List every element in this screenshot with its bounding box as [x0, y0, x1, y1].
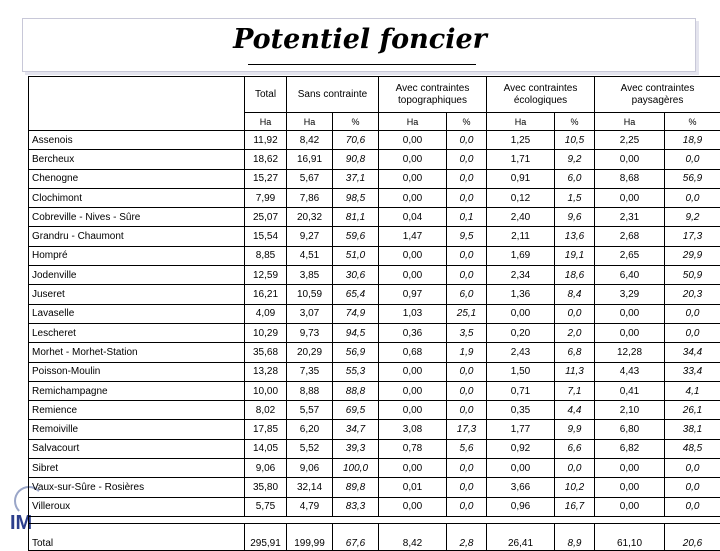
table-row — [29, 169, 720, 188]
table-row — [29, 343, 720, 362]
value-cell: 74,9 — [333, 304, 379, 323]
value-cell: 12,28 — [595, 343, 665, 362]
value-cell: 1,77 — [487, 420, 555, 439]
value-cell: 5,57 — [287, 401, 333, 420]
value-cell: 81,1 — [333, 208, 379, 227]
value-cell: 0,00 — [595, 188, 665, 207]
value-cell: 61,10 — [595, 523, 665, 550]
value-cell: 0,00 — [379, 266, 447, 285]
value-cell: 6,40 — [595, 266, 665, 285]
value-cell: 0,20 — [487, 323, 555, 342]
commune-name: Sibret — [29, 459, 245, 478]
commune-name: Lescheret — [29, 323, 245, 342]
value-cell: 2,10 — [595, 401, 665, 420]
value-cell: 0,96 — [487, 497, 555, 516]
value-cell: 9,27 — [287, 227, 333, 246]
value-cell: 20,6 — [665, 523, 720, 550]
value-cell: 0,00 — [595, 323, 665, 342]
value-cell: 13,6 — [555, 227, 595, 246]
value-cell: 0,0 — [447, 188, 487, 207]
value-cell: 34,7 — [333, 420, 379, 439]
value-cell: 89,8 — [333, 478, 379, 497]
value-cell: 4,51 — [287, 246, 333, 265]
value-cell: 6,0 — [447, 285, 487, 304]
value-cell: 94,5 — [333, 323, 379, 342]
commune-name: Cobreville - Nives - Sûre — [29, 208, 245, 227]
value-cell: 0,0 — [447, 362, 487, 381]
value-cell: 50,9 — [665, 266, 720, 285]
value-cell: 90,8 — [333, 150, 379, 169]
value-cell: 6,0 — [555, 169, 595, 188]
unit-cell: % — [665, 113, 720, 131]
commune-name: Hompré — [29, 246, 245, 265]
value-cell: 7,35 — [287, 362, 333, 381]
value-cell: 6,6 — [555, 439, 595, 458]
value-cell: 25,1 — [447, 304, 487, 323]
value-cell: 9,73 — [287, 323, 333, 342]
value-cell: 0,0 — [447, 478, 487, 497]
value-cell: 18,9 — [665, 131, 720, 150]
value-cell: 0,78 — [379, 439, 447, 458]
header-ecologiques: Avec contraintes écologiques — [487, 77, 595, 113]
value-cell: 3,08 — [379, 420, 447, 439]
value-cell: 37,1 — [333, 169, 379, 188]
value-cell: 0,0 — [665, 323, 720, 342]
value-cell: 10,5 — [555, 131, 595, 150]
value-cell: 0,01 — [379, 478, 447, 497]
value-cell: 18,6 — [555, 266, 595, 285]
value-cell: 295,91 — [245, 523, 287, 550]
value-cell: 38,1 — [665, 420, 720, 439]
value-cell: 0,00 — [379, 362, 447, 381]
value-cell: 8,42 — [287, 131, 333, 150]
total-row — [29, 523, 720, 550]
value-cell: 0,91 — [487, 169, 555, 188]
table-row — [29, 439, 720, 458]
value-cell: 0,0 — [555, 459, 595, 478]
value-cell: 3,85 — [287, 266, 333, 285]
value-cell: 9,9 — [555, 420, 595, 439]
commune-name: Poisson-Moulin — [29, 362, 245, 381]
value-cell: 0,04 — [379, 208, 447, 227]
value-cell: 0,0 — [665, 478, 720, 497]
unit-cell: % — [555, 113, 595, 131]
value-cell: 1,5 — [555, 188, 595, 207]
value-cell: 29,9 — [665, 246, 720, 265]
value-cell: 8,9 — [555, 523, 595, 550]
value-cell: 0,41 — [595, 381, 665, 400]
value-cell: 16,7 — [555, 497, 595, 516]
value-cell: 0,0 — [665, 304, 720, 323]
value-cell: 33,4 — [665, 362, 720, 381]
value-cell: 0,00 — [379, 459, 447, 478]
table-row — [29, 304, 720, 323]
table-row — [29, 381, 720, 400]
value-cell: 20,32 — [287, 208, 333, 227]
value-cell: 1,9 — [447, 343, 487, 362]
value-cell: 10,2 — [555, 478, 595, 497]
value-cell: 0,00 — [487, 304, 555, 323]
value-cell: 0,0 — [447, 246, 487, 265]
value-cell: 35,80 — [245, 478, 287, 497]
value-cell: 11,92 — [245, 131, 287, 150]
value-cell: 0,00 — [487, 459, 555, 478]
value-cell: 100,0 — [333, 459, 379, 478]
value-cell: 7,86 — [287, 188, 333, 207]
value-cell: 19,1 — [555, 246, 595, 265]
value-cell: 0,00 — [379, 188, 447, 207]
value-cell: 1,25 — [487, 131, 555, 150]
value-cell: 17,85 — [245, 420, 287, 439]
name-column-header — [29, 77, 245, 131]
commune-name: Vaux-sur-Sûre - Rosières — [29, 478, 245, 497]
value-cell: 70,6 — [333, 131, 379, 150]
value-cell: 1,50 — [487, 362, 555, 381]
value-cell: 25,07 — [245, 208, 287, 227]
commune-name: Juseret — [29, 285, 245, 304]
land-potential-table — [28, 76, 720, 551]
commune-name: Morhet - Morhet-Station — [29, 343, 245, 362]
value-cell: 32,14 — [287, 478, 333, 497]
value-cell: 1,03 — [379, 304, 447, 323]
value-cell: 0,0 — [447, 497, 487, 516]
value-cell: 0,00 — [595, 478, 665, 497]
value-cell: 4,09 — [245, 304, 287, 323]
unit-cell: Ha — [595, 113, 665, 131]
value-cell: 83,3 — [333, 497, 379, 516]
value-cell: 4,43 — [595, 362, 665, 381]
value-cell: 0,0 — [447, 401, 487, 420]
table-body — [29, 131, 720, 551]
value-cell: 8,02 — [245, 401, 287, 420]
spacer-row — [29, 516, 720, 523]
table-row — [29, 323, 720, 342]
commune-name: Villeroux — [29, 497, 245, 516]
value-cell: 0,0 — [665, 459, 720, 478]
value-cell: 8,88 — [287, 381, 333, 400]
table-row — [29, 478, 720, 497]
value-cell: 9,5 — [447, 227, 487, 246]
value-cell: 16,21 — [245, 285, 287, 304]
spacer-cell — [29, 516, 720, 523]
value-cell: 0,00 — [379, 169, 447, 188]
value-cell: 2,34 — [487, 266, 555, 285]
table-row — [29, 420, 720, 439]
value-cell: 12,59 — [245, 266, 287, 285]
table-row — [29, 459, 720, 478]
value-cell: 8,68 — [595, 169, 665, 188]
value-cell: 6,80 — [595, 420, 665, 439]
value-cell: 20,3 — [665, 285, 720, 304]
value-cell: 2,68 — [595, 227, 665, 246]
value-cell: 0,36 — [379, 323, 447, 342]
value-cell: 5,52 — [287, 439, 333, 458]
value-cell: 9,06 — [287, 459, 333, 478]
commune-name: Jodenville — [29, 266, 245, 285]
value-cell: 88,8 — [333, 381, 379, 400]
value-cell: 17,3 — [447, 420, 487, 439]
value-cell: 1,36 — [487, 285, 555, 304]
value-cell: 51,0 — [333, 246, 379, 265]
value-cell: 0,0 — [447, 266, 487, 285]
value-cell: 8,85 — [245, 246, 287, 265]
value-cell: 3,29 — [595, 285, 665, 304]
value-cell: 0,0 — [447, 169, 487, 188]
unit-cell: % — [447, 113, 487, 131]
value-cell: 0,00 — [379, 381, 447, 400]
value-cell: 7,1 — [555, 381, 595, 400]
value-cell: 1,47 — [379, 227, 447, 246]
value-cell: 4,79 — [287, 497, 333, 516]
commune-name: Total — [29, 523, 245, 550]
value-cell: 199,99 — [287, 523, 333, 550]
value-cell: 2,11 — [487, 227, 555, 246]
value-cell: 5,6 — [447, 439, 487, 458]
value-cell: 4,1 — [665, 381, 720, 400]
header-topographiques: Avec contraintes topographiques — [379, 77, 487, 113]
value-cell: 0,00 — [379, 497, 447, 516]
value-cell: 26,41 — [487, 523, 555, 550]
value-cell: 9,6 — [555, 208, 595, 227]
value-cell: 6,82 — [595, 439, 665, 458]
value-cell: 65,4 — [333, 285, 379, 304]
value-cell: 0,00 — [595, 304, 665, 323]
value-cell: 2,43 — [487, 343, 555, 362]
value-cell: 0,00 — [379, 246, 447, 265]
value-cell: 0,0 — [665, 497, 720, 516]
unit-cell: Ha — [379, 113, 447, 131]
value-cell: 5,75 — [245, 497, 287, 516]
value-cell: 2,40 — [487, 208, 555, 227]
value-cell: 9,2 — [555, 150, 595, 169]
table-row — [29, 150, 720, 169]
unit-cell: % — [333, 113, 379, 131]
value-cell: 9,2 — [665, 208, 720, 227]
value-cell: 35,68 — [245, 343, 287, 362]
value-cell: 0,68 — [379, 343, 447, 362]
table-row — [29, 131, 720, 150]
value-cell: 8,42 — [379, 523, 447, 550]
value-cell: 13,28 — [245, 362, 287, 381]
unit-cell: Ha — [487, 113, 555, 131]
value-cell: 11,3 — [555, 362, 595, 381]
value-cell: 0,00 — [595, 459, 665, 478]
header-sans-contrainte: Sans contrainte — [287, 77, 379, 113]
table-row — [29, 246, 720, 265]
commune-name: Grandru - Chaumont — [29, 227, 245, 246]
logo-text: IM — [10, 512, 32, 535]
table-row — [29, 188, 720, 207]
value-cell: 6,8 — [555, 343, 595, 362]
value-cell: 0,97 — [379, 285, 447, 304]
value-cell: 0,12 — [487, 188, 555, 207]
value-cell: 0,00 — [379, 131, 447, 150]
value-cell: 5,67 — [287, 169, 333, 188]
value-cell: 67,6 — [333, 523, 379, 550]
value-cell: 98,5 — [333, 188, 379, 207]
table-row — [29, 362, 720, 381]
value-cell: 18,62 — [245, 150, 287, 169]
value-cell: 0,0 — [665, 188, 720, 207]
value-cell: 15,54 — [245, 227, 287, 246]
value-cell: 0,0 — [447, 459, 487, 478]
commune-name: Remichampagne — [29, 381, 245, 400]
value-cell: 4,4 — [555, 401, 595, 420]
commune-name: Clochimont — [29, 188, 245, 207]
value-cell: 0,35 — [487, 401, 555, 420]
value-cell: 16,91 — [287, 150, 333, 169]
value-cell: 6,20 — [287, 420, 333, 439]
table-row — [29, 208, 720, 227]
value-cell: 48,5 — [665, 439, 720, 458]
header-row — [29, 77, 720, 113]
value-cell: 34,4 — [665, 343, 720, 362]
commune-name: Salvacourt — [29, 439, 245, 458]
commune-name: Chenogne — [29, 169, 245, 188]
value-cell: 10,29 — [245, 323, 287, 342]
value-cell: 39,3 — [333, 439, 379, 458]
value-cell: 3,66 — [487, 478, 555, 497]
value-cell: 2,8 — [447, 523, 487, 550]
value-cell: 14,05 — [245, 439, 287, 458]
value-cell: 0,00 — [595, 497, 665, 516]
commune-name: Bercheux — [29, 150, 245, 169]
value-cell: 2,65 — [595, 246, 665, 265]
value-cell: 0,00 — [379, 401, 447, 420]
table-row — [29, 266, 720, 285]
value-cell: 1,69 — [487, 246, 555, 265]
value-cell: 56,9 — [333, 343, 379, 362]
value-cell: 17,3 — [665, 227, 720, 246]
value-cell: 20,29 — [287, 343, 333, 362]
value-cell: 55,3 — [333, 362, 379, 381]
header-paysageres: Avec contraintes paysagères — [595, 77, 720, 113]
value-cell: 0,0 — [555, 304, 595, 323]
unit-cell: Ha — [245, 113, 287, 131]
value-cell: 0,00 — [595, 150, 665, 169]
value-cell: 0,0 — [447, 381, 487, 400]
title-underline — [248, 64, 476, 65]
table-row — [29, 401, 720, 420]
value-cell: 1,71 — [487, 150, 555, 169]
value-cell: 10,59 — [287, 285, 333, 304]
value-cell: 56,9 — [665, 169, 720, 188]
value-cell: 2,0 — [555, 323, 595, 342]
value-cell: 2,31 — [595, 208, 665, 227]
value-cell: 9,06 — [245, 459, 287, 478]
value-cell: 0,0 — [665, 150, 720, 169]
table-row — [29, 227, 720, 246]
value-cell: 3,07 — [287, 304, 333, 323]
value-cell: 0,0 — [447, 131, 487, 150]
table-row — [29, 285, 720, 304]
value-cell: 26,1 — [665, 401, 720, 420]
value-cell: 8,4 — [555, 285, 595, 304]
value-cell: 0,00 — [379, 150, 447, 169]
table-row — [29, 497, 720, 516]
value-cell: 15,27 — [245, 169, 287, 188]
value-cell: 0,92 — [487, 439, 555, 458]
value-cell: 69,5 — [333, 401, 379, 420]
page-title: Potentiel foncier — [0, 24, 720, 55]
value-cell: 0,0 — [447, 150, 487, 169]
value-cell: 30,6 — [333, 266, 379, 285]
value-cell: 0,1 — [447, 208, 487, 227]
commune-name: Assenois — [29, 131, 245, 150]
value-cell: 7,99 — [245, 188, 287, 207]
value-cell: 59,6 — [333, 227, 379, 246]
value-cell: 10,00 — [245, 381, 287, 400]
value-cell: 3,5 — [447, 323, 487, 342]
header-total: Total — [245, 77, 287, 113]
commune-name: Remoiville — [29, 420, 245, 439]
commune-name: Remience — [29, 401, 245, 420]
unit-cell: Ha — [287, 113, 333, 131]
commune-name: Lavaselle — [29, 304, 245, 323]
value-cell: 0,71 — [487, 381, 555, 400]
value-cell: 2,25 — [595, 131, 665, 150]
